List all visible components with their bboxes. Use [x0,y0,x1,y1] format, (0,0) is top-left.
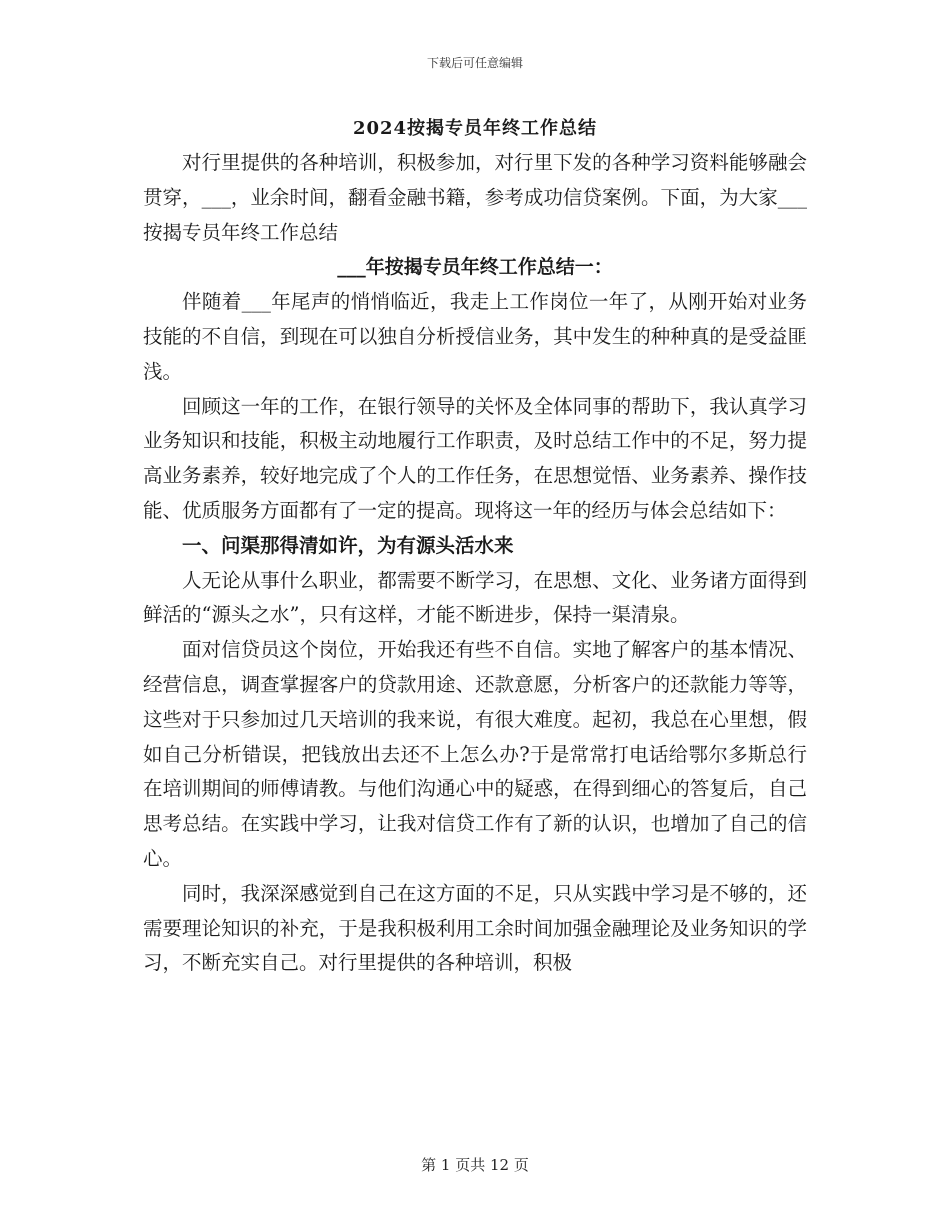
document-title: 2024按揭专员年终工作总结 [352,118,598,139]
body-paragraph: 人无论从事什么职业，都需要不断学习，在思想、文化、业务诸方面得到鲜活的“源头之水”，只有这样，才能不断进步，保持一渠清泉。 [143,568,807,627]
subheading: 一、问渠那得清如许，为有源头活水来 [182,533,514,557]
page-footer: 第 1 页共 12 页 [421,1156,529,1174]
section-title: ___年按揭专员年终工作总结一： [337,256,613,279]
body-paragraph: 伴随着___年尾声的悄悄临近，我走上工作岗位一年了，从刚开始对业务技能的不自信，到现在可以独自分析授信业务，其中发生的种种真的是受益匪浅。 [143,290,807,383]
intro-paragraph: 对行里提供的各种培训，积极参加，对行里下发的各种学习资料能够融会贯穿，___，业余时间，翻看金融书籍，参考成功信贷案例。下面，为大家___按揭专员年终工作总结 [143,151,807,244]
body-paragraph: 回顾这一年的工作，在银行领导的关怀及全体同事的帮助下，我认真学习业务知识和技能，积极主动地履行工作职责，及时总结工作中的不足，努力提高业务素养，较好地完成了个人的工作任务，在思想觉悟、业务素养、操作技能、优质服务方面都有了一定的提高。现将这一年的经历与体会总结如下： [143,394,807,522]
header-note: 下载后可任意编辑 [426,56,523,70]
body-paragraph: 面对信贷员这个岗位，开始我还有些不自信。实地了解客户的基本情况、经营信息，调查掌握客户的贷款用途、还款意愿，分析客户的还款能力等等，这些对于只参加过几天培训的我来说，有很大难度。起初，我总在心里想，假如自己分析错误，把钱放出去还不上怎么办?于是常常打电话给鄂尔多斯总行在培训期间的师傅请教。与他们沟通心中的疑惑，在得到细心的答复后，自己思考总结。在实践中学习，让我对信贷工作有了新的认识，也增加了自己的信心。 [143,638,807,870]
document-body [143,146,807,981]
body-paragraph: 同时，我深深感觉到自己在这方面的不足，只从实践中学习是不够的，还需要理论知识的补充，于是我积极利用工余时间加强金融理论及业务知识的学习，不断充实自己。对行里提供的各种培训，积极 [143,881,807,975]
